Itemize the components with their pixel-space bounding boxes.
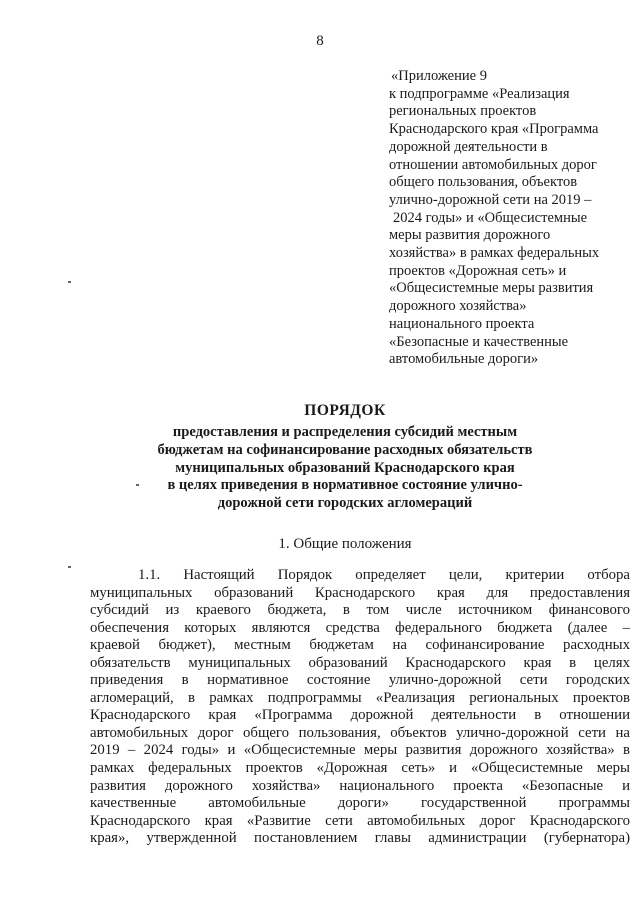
- body-line: развития дорожного хозяйства» национального проекта «Безопасные и: [90, 777, 630, 794]
- section-heading: 1. Общие положения: [278, 536, 412, 552]
- appendix-line: «Приложение 9: [391, 68, 487, 84]
- scan-speck: [68, 566, 71, 568]
- scan-speck: [136, 484, 139, 486]
- appendix-line: хозяйства» в рамках федеральных: [389, 245, 600, 262]
- appendix-note: [389, 68, 629, 369]
- appendix-line: меры развития дорожного: [389, 227, 551, 244]
- body-line: субсидий из краевого бюджета, в том числе источником финансового: [90, 602, 630, 619]
- appendix-line: дорожной деятельности в: [389, 138, 548, 155]
- appendix-line: дорожного хозяйства»: [389, 298, 527, 315]
- appendix-line: проектов «Дорожная сеть» и: [389, 262, 567, 279]
- body-line: муниципальных образований Краснодарского края для предоставления: [90, 584, 630, 601]
- title-line: муниципальных образований Краснодарского края: [175, 459, 515, 476]
- body-line: 2019 – 2024 годы» и «Общесистемные меры развития дорожного хозяйства» в: [90, 742, 630, 759]
- appendix-line: «Общесистемные меры развития: [389, 280, 594, 297]
- body-line: рамках федеральных проектов «Дорожная сеть» и «Общесистемные меры: [90, 760, 630, 777]
- body-line: краевой бюджет), местным бюджетам на софинансирование расходных: [90, 637, 630, 654]
- title-line: дорожной сети городских агломераций: [217, 495, 473, 512]
- title-line: предоставления и распределения субсидий местным: [172, 424, 518, 440]
- title-line: в целях приведения в нормативное состояние улично-: [167, 477, 523, 494]
- body-line: Краснодарского края «Программа дорожной деятельности в отношении: [90, 707, 630, 724]
- body-line: приведения в нормативное состояние улично-дорожной сети городских: [90, 672, 630, 689]
- appendix-line: 2024 годы» и «Общесистемные: [393, 209, 588, 226]
- document-title: [60, 401, 630, 513]
- appendix-line: к подпрограмме «Реализация: [389, 85, 570, 102]
- body-line: автомобильных дорог общего пользования, объектов улично-дорожной сети на: [90, 724, 630, 741]
- body-line: качественные автомобильные дороги» государственной программы: [90, 795, 630, 812]
- page-number: 8: [316, 33, 324, 49]
- appendix-line: Краснодарского края «Программа: [389, 121, 599, 138]
- body-paragraph: [90, 567, 630, 848]
- appendix-line: общего пользования, объектов: [389, 174, 578, 191]
- scan-speck: [68, 281, 71, 283]
- appendix-line: отношении автомобильных дорог: [389, 156, 597, 173]
- appendix-line: улично-дорожной сети на 2019 –: [389, 191, 592, 208]
- body-line: агломераций, в рамках подпрограммы «Реализация региональных проектов: [90, 689, 630, 706]
- body-line: Краснодарского края «Развитие сети автомобильных дорог Краснодарского: [90, 812, 630, 829]
- title-word: ПОРЯДОК: [304, 402, 386, 419]
- body-line: 1.1. Настоящий Порядок определяет цели, критерии отбора: [138, 567, 630, 583]
- body-line: края», утвержденной постановлением главы администрации (губернатора): [90, 830, 630, 847]
- appendix-line: «Безопасные и качественные: [389, 333, 569, 350]
- body-line: обеспечения которых являются средства федерального бюджета (далее –: [90, 619, 630, 636]
- title-line: бюджетам на софинансирование расходных обязательств: [157, 441, 533, 458]
- appendix-line: автомобильные дороги»: [389, 351, 539, 368]
- appendix-line: региональных проектов: [389, 103, 537, 120]
- body-line: обязательств муниципальных образований Краснодарского края в целях: [90, 654, 630, 671]
- appendix-line: национального проекта: [389, 315, 535, 332]
